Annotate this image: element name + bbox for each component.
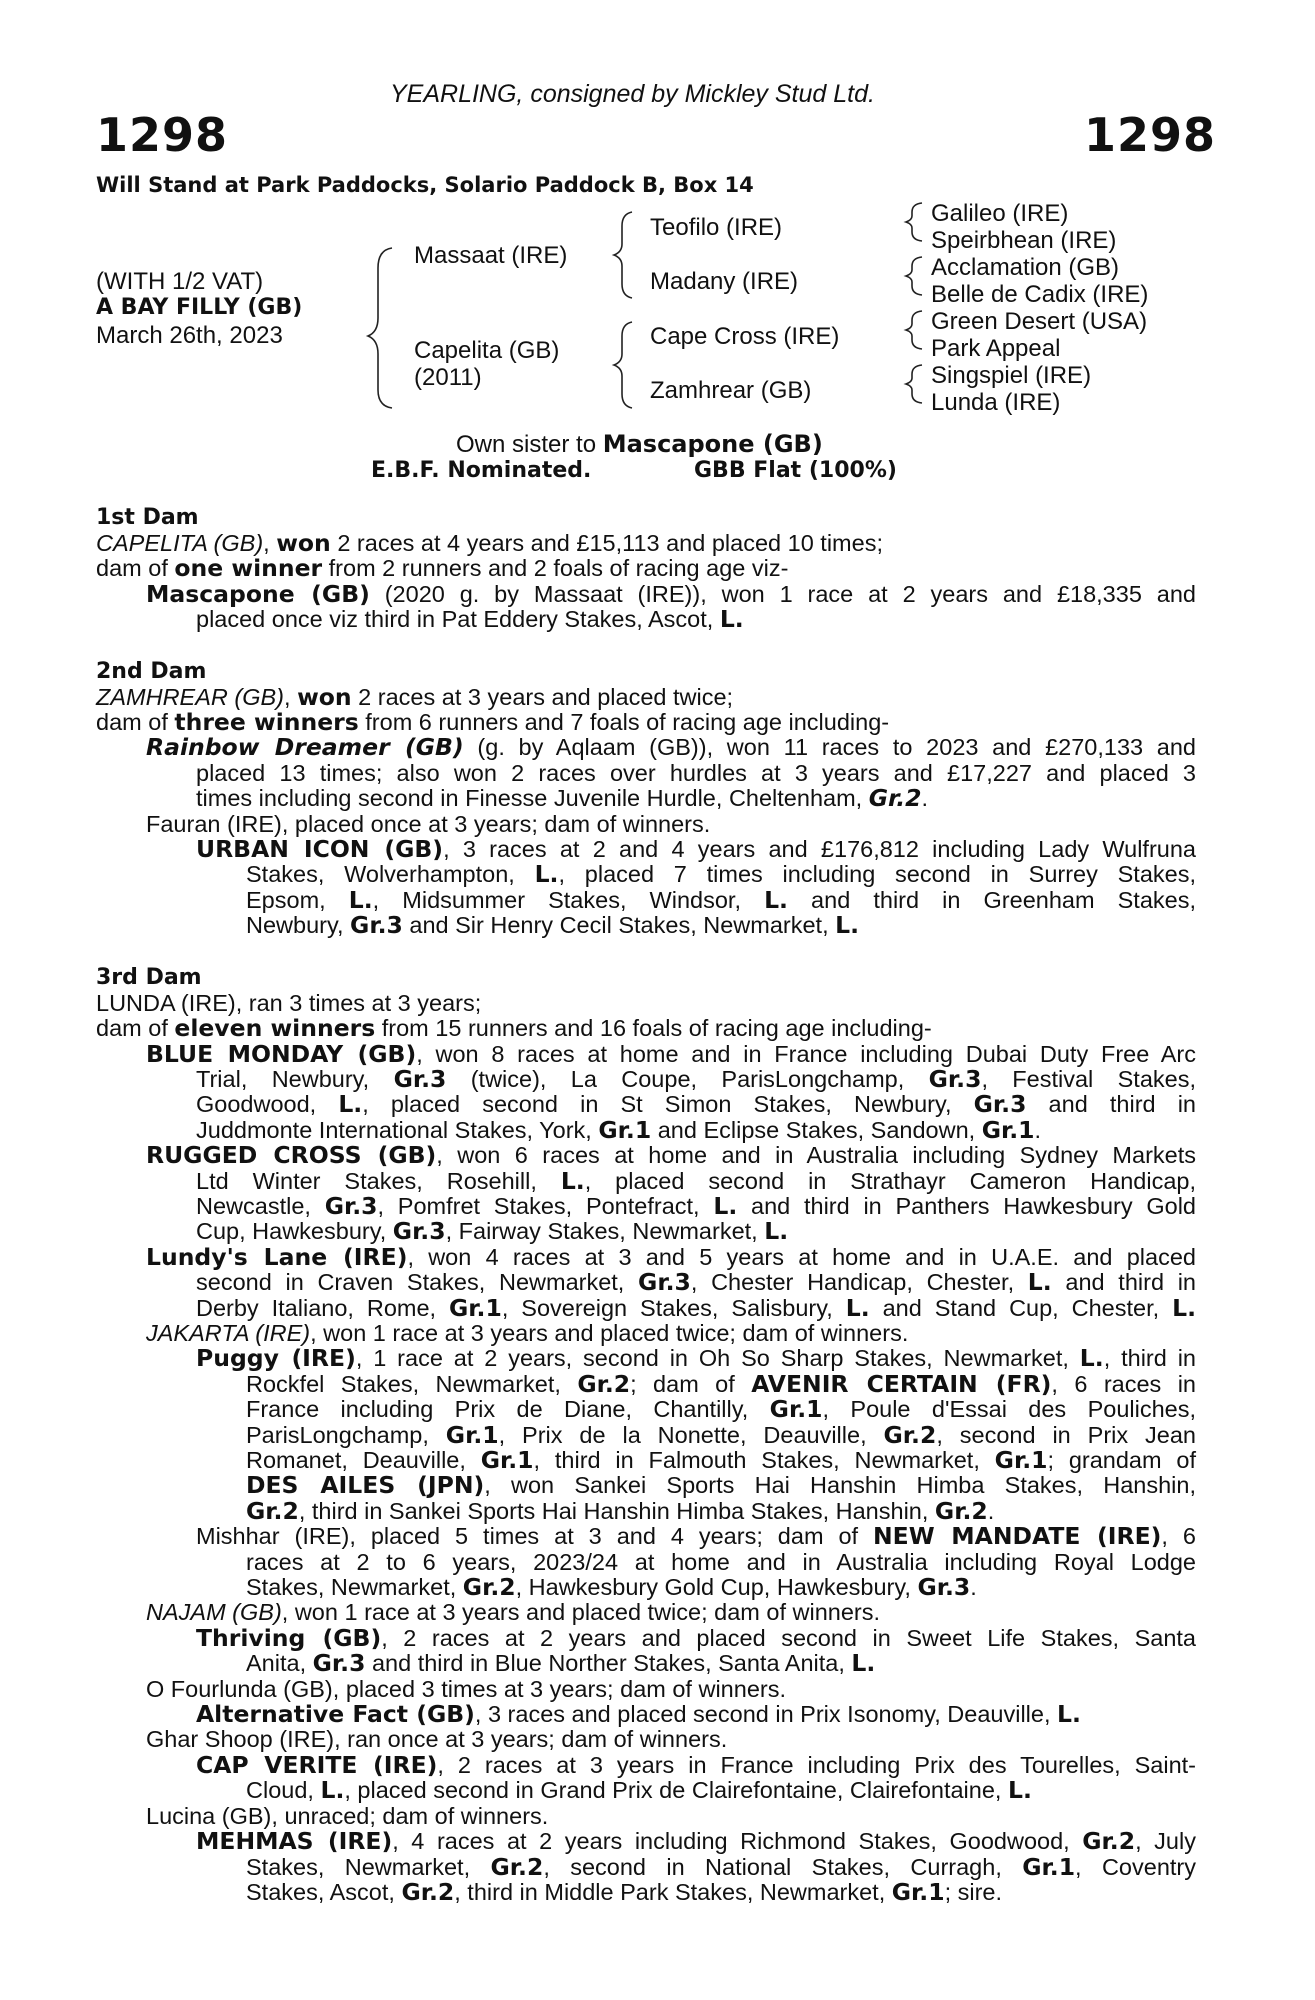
second-dam-title: 2nd Dam — [96, 658, 207, 684]
rugged-cross-line4: Cup, Hawkesbury, Gr.3, Fairway Stakes, Newmarket, L. — [196, 1217, 789, 1246]
lundys-lane-line3: Derby Italiano, Rome, Gr.1, Sovereign Stakes, Salisbury, L. and Stand Cup, Chester, L. — [196, 1293, 1196, 1322]
ofourlunda-line: O Fourlunda (GB), placed 3 times at 3 years; dam of winners. — [146, 1675, 786, 1702]
mascapone-line1: Mascapone (GB) (2020 g. by Massaat (IRE)), won 1 race at 2 years and £18,335 and — [146, 579, 1196, 608]
urban-line1: URBAN ICON (GB), 3 races at 2 and 4 years and £176,812 including Lady Wulfruna — [196, 835, 1196, 864]
second-dam-line2: dam of three winners from 6 runners and 7 foals of racing age including- — [96, 708, 890, 737]
lundys-lane-line1: Lundy's Lane (IRE), won 4 races at 3 and 5 years at home and in U.A.E. and placed — [146, 1242, 1196, 1271]
mehmas-line1: MEHMAS (IRE), 4 races at 2 years including Richmond Stakes, Goodwood, Gr.2, July — [196, 1827, 1196, 1856]
gg-ddd: Lunda (IRE) — [931, 389, 1061, 416]
blue-monday-line4: Juddmonte International Stakes, York, Gr.1 and Eclipse Stakes, Sandown, Gr.1. — [196, 1115, 1042, 1144]
puggy-line2: Rockfel Stakes, Newmarket, Gr.2; dam of AVENIR CERTAIN (FR), 6 races in — [246, 1369, 1196, 1398]
gg-ssd: Speirbhean (IRE) — [931, 227, 1117, 254]
stand-location: Will Stand at Park Paddocks, Solario Paddock B, Box 14 — [96, 173, 754, 197]
puggy-line7: Gr.2, third in Sankei Sports Hai Hanshin Himba Stakes, Hanshin, Gr.2. — [246, 1496, 995, 1525]
own-sister-name: Mascapone (GB) — [602, 430, 823, 458]
blue-monday-line1: BLUE MONDAY (GB), won 8 races at home and in France including Dubai Duty Free Arc — [146, 1039, 1196, 1068]
puggy-line6: DES AILES (JPN), won Sankei Sports Hai Hanshin Himba Stakes, Hanshin, — [246, 1471, 1196, 1500]
second-dam-line1: ZAMHREAR (GB), won 2 races at 3 years and placed twice; — [96, 682, 734, 711]
dam-sire: Cape Cross (IRE) — [650, 323, 840, 350]
third-dam-line2: dam of eleven winners from 15 runners and 16 foals of racing age including- — [96, 1014, 932, 1043]
rainbow-line1: Rainbow Dreamer (GB) (g. by Aqlaam (GB)), won 11 races to 2023 and £270,133 and — [146, 733, 1196, 762]
gg-sds: Acclamation (GB) — [931, 254, 1120, 281]
urban-line2: Stakes, Wolverhampton, L., placed 7 times including second in Surrey Stakes, — [246, 860, 1196, 889]
mehmas-line2: Stakes, Newmarket, Gr.2, second in National Stakes, Curragh, Gr.1, Coventry — [246, 1852, 1196, 1881]
najam-line: NAJAM (GB), won 1 race at 3 years and placed twice; dam of winners. — [146, 1599, 881, 1626]
rugged-cross-line2: Ltd Winter Stakes, Rosehill, L., placed second in Strathayr Cameron Handicap, — [196, 1166, 1196, 1195]
own-sister-line: Own sister to Mascapone (GB) — [456, 430, 823, 458]
fauran-line: Fauran (IRE), placed once at 3 years; dam of winners. — [146, 810, 711, 837]
mishhar-line3: Stakes, Newmarket, Gr.2, Hawkesbury Gold Cup, Hawkesbury, Gr.3. — [246, 1573, 977, 1602]
brace-dam — [614, 322, 632, 408]
rugged-cross-line1: RUGGED CROSS (GB), won 6 races at home and in Australia including Sydney Markets — [146, 1141, 1196, 1170]
urban-line3: Epsom, L., Midsummer Stakes, Windsor, L. and third in Greenham Stakes, — [246, 885, 1197, 914]
thriving-line2: Anita, Gr.3 and third in Blue Norther Stakes, Santa Anita, L. — [246, 1649, 876, 1678]
brace-capecross — [906, 311, 922, 349]
catalogue-body — [96, 505, 1196, 1905]
lot-number-right: 1298 — [1084, 108, 1217, 162]
consignor-line: YEARLING, consigned by Mickley Stud Ltd. — [390, 80, 875, 108]
vat-note: (WITH 1/2 VAT) — [96, 268, 264, 295]
mehmas-line3: Stakes, Ascot, Gr.2, third in Middle Park Stakes, Newmarket, Gr.1; sire. — [246, 1877, 1003, 1906]
urban-line4: Newbury, Gr.3 and Sir Henry Cecil Stakes, Newmarket, L. — [246, 911, 860, 940]
dam-dam: Zamhrear (GB) — [650, 377, 812, 404]
sire-dam: Madany (IRE) — [650, 268, 799, 295]
rugged-cross-line3: Newcastle, Gr.3, Pomfret Stakes, Pontefract, L. and third in Panthers Hawkesbury Gold — [196, 1191, 1196, 1220]
first-dam-title: 1st Dam — [96, 505, 199, 530]
gg-dds: Singspiel (IRE) — [931, 362, 1092, 389]
rainbow-line3: times including second in Finesse Juvenile Hurdle, Cheltenham, Gr.2. — [196, 784, 929, 813]
brace-main — [368, 248, 392, 408]
gbb-note: GBB Flat (100%) — [694, 458, 897, 483]
blue-monday-line2: Trial, Newbury, Gr.3 (twice), La Coupe, ParisLongchamp, Gr.3, Festival Stakes, — [196, 1064, 1196, 1093]
gg-dsd: Park Appeal — [931, 335, 1061, 362]
third-dam-section — [96, 965, 1196, 1906]
horse-name: A BAY FILLY (GB) — [96, 295, 303, 320]
third-dam-title: 3rd Dam — [96, 964, 202, 990]
dam-name: Capelita (GB) — [414, 337, 560, 364]
rainbow-line2: placed 13 times; also won 2 races over hurdles at 3 years and £17,227 and placed 3 — [196, 759, 1196, 786]
lucina-line: Lucina (GB), unraced; dam of winners. — [146, 1802, 549, 1829]
cap-verite-line2: Cloud, L., placed second in Grand Prix de Clairefontaine, Clairefontaine, L. — [246, 1776, 1032, 1805]
gg-sdd: Belle de Cadix (IRE) — [931, 281, 1149, 308]
jakarta-line: JAKARTA (IRE), won 1 race at 3 years and placed twice; dam of winners. — [146, 1319, 909, 1346]
brace-zamhrear — [906, 365, 922, 403]
brace-madany — [906, 257, 922, 295]
blue-monday-line3: Goodwood, L., placed second in St Simon Stakes, Newbury, Gr.3 and third in — [196, 1090, 1196, 1119]
dam-year: (2011) — [414, 364, 482, 391]
puggy-line1: Puggy (IRE), 1 race at 2 years, second in Oh So Sharp Stakes, Newmarket, L., third in — [196, 1344, 1196, 1373]
brace-sire — [614, 212, 632, 298]
sire-sire: Teofilo (IRE) — [650, 214, 783, 241]
gg-dss: Green Desert (USA) — [931, 308, 1148, 335]
first-dam-section — [96, 505, 1196, 633]
alternative-fact-line: Alternative Fact (GB), 3 races and placed second in Prix Isonomy, Deauville, L. — [196, 1700, 1081, 1729]
mishhar-line1: Mishhar (IRE), placed 5 times at 3 and 4 years; dam of NEW MANDATE (IRE), 6 — [196, 1522, 1196, 1551]
thriving-line1: Thriving (GB), 2 races at 2 years and placed second in Sweet Life Stakes, Santa — [196, 1623, 1196, 1652]
puggy-line3: France including Prix de Diane, Chantilly, Gr.1, Poule d'Essai des Pouliches, — [246, 1395, 1196, 1424]
brace-teofilo — [906, 203, 922, 241]
second-dam-section — [96, 659, 1196, 939]
first-dam-line1: CAPELITA (GB), won 2 races at 4 years and £15,113 and placed 10 times; — [96, 529, 883, 557]
gg-sss: Galileo (IRE) — [931, 200, 1069, 227]
ghar-shoop-line: Ghar Shoop (IRE), ran once at 3 years; dam of winners. — [146, 1726, 728, 1753]
mascapone-line2: placed once viz third in Pat Eddery Stakes, Ascot, L. — [196, 605, 744, 634]
puggy-line4: ParisLongchamp, Gr.1, Prix de la Nonette, Deauville, Gr.2, second in Prix Jean — [246, 1420, 1196, 1449]
first-dam-line2: dam of one winner from 2 runners and 2 foals of racing age viz- — [96, 554, 789, 583]
horse-dob: March 26th, 2023 — [96, 322, 283, 349]
sire-name: Massaat (IRE) — [414, 242, 568, 269]
mishhar-line2: races at 2 to 6 years, 2023/24 at home and in Australia including Royal Lodge — [246, 1548, 1196, 1575]
cap-verite-line1: CAP VERITE (IRE), 2 races at 3 years in France including Prix des Tourelles, Saint- — [196, 1750, 1196, 1779]
ebf-note: E.B.F. Nominated. — [371, 458, 592, 483]
lot-number-left: 1298 — [96, 108, 229, 162]
lundys-lane-line2: second in Craven Stakes, Newmarket, Gr.3, Chester Handicap, Chester, L. and third in — [196, 1268, 1197, 1297]
puggy-line5: Romanet, Deauville, Gr.1, third in Falmouth Stakes, Newmarket, Gr.1; grandam of — [246, 1446, 1196, 1474]
third-dam-line1: LUNDA (IRE), ran 3 times at 3 years; — [96, 989, 482, 1016]
